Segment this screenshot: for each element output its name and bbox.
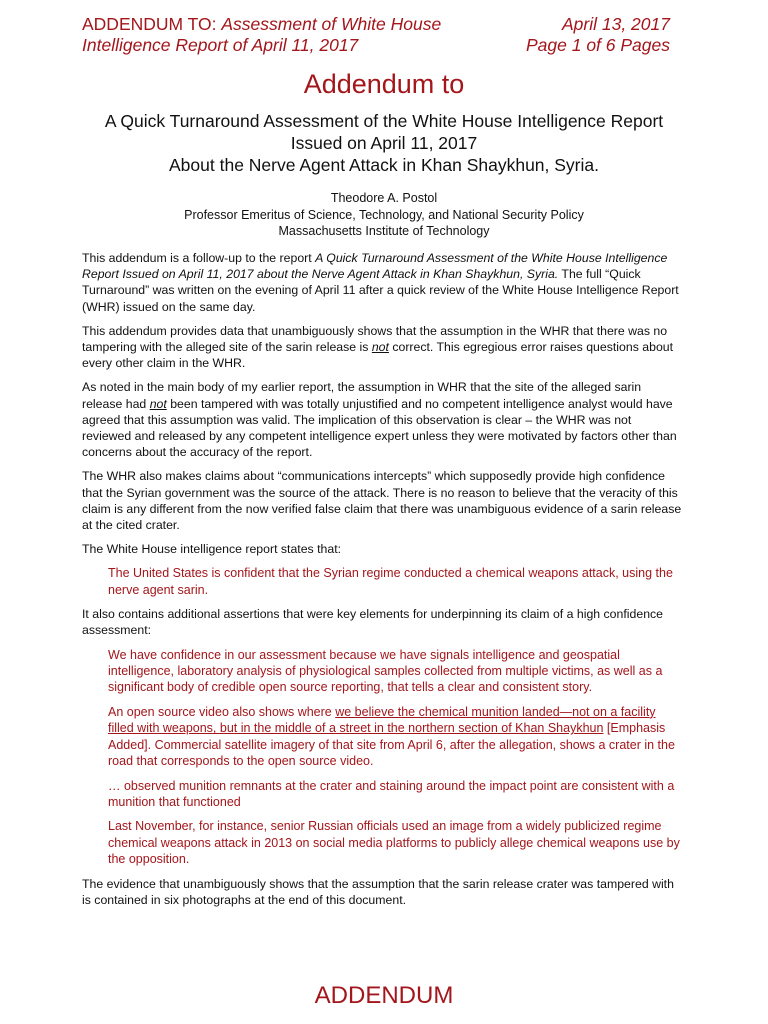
author-name: Theodore A. Postol [330,191,438,205]
quote-3-text: An open source video also shows where [108,704,336,719]
paragraph-2 [82,323,682,372]
quote-2: We have confidence in our assessment because we have signals intelligence and geospatial intelligence, laboratory analysis of physiological samples collected from multiple victims, as well as a significant body of credible open source reporting, that tells a clear and consistent story. [108,647,663,695]
document-body [82,250,682,916]
author-block [0,190,768,240]
quote-1: The United States is confident that the Syrian regime conducted a chemical weapons attack, using the nerve agent sarin. [108,566,673,597]
paragraph-6: It also contains additional assertions that were key elements for underpinning its claim of a high confidence assessment: [82,607,664,638]
page-title: Addendum to [303,69,465,99]
paragraph-4: The WHR also makes claims about “communications intercepts” which supposedly provide high confidence that the Syrian government was the source of the attack. There is no reason to believe that the veracity of this claim is any different from the now verified false claim that there was unambiguous evidence of a sarin release at the cited crater. [82,469,682,533]
header-right [526,14,670,56]
author-title: Professor Emeritus of Science, Technology, and National Security Policy [184,207,584,222]
footer-title: ADDENDUM [314,982,454,1009]
subtitle-line1: A Quick Turnaround Assessment of the White House Intelligence Report [104,111,664,131]
header-title-line1: Assessment of White House [221,14,442,34]
paragraph-3-text-end: been tampered with was totally unjustified and no competent intelligence analyst would have agreed that this assumption was valid. The implication of this observation is clear – the WHR was not reviewed and released by any competent intelligence expert unless they were motivated by factors other than concerns about the accuracy of the report. [82,396,677,460]
quote-3 [108,704,682,770]
report-subtitle [0,110,768,176]
paragraph-5: The White House intelligence report states that: [82,542,342,557]
paragraph-1 [82,250,682,315]
subtitle-line2: Issued on April 11, 2017 [290,133,478,153]
paragraph-2-text-end: correct. This egregious error raises questions about every other claim in the WHR. [82,340,674,371]
paragraph-2-emphasis: not [371,340,389,355]
paragraph-1-text: This addendum is a follow-up to the report [82,251,316,265]
quote-5: Last November, for instance, senior Russian officials used an image from a widely publicized regime chemical weapons attack in 2013 on social media platforms to publicly allege chemical weapons use by the opposition. [108,819,680,867]
header-page-info: Page 1 of 6 Pages [526,35,670,55]
paragraph-3-text: As noted in the main body of my earlier report, the assumption in WHR that the site of the alleged sarin release had [82,380,642,411]
header-prefix: ADDENDUM TO: [82,14,222,34]
subtitle-line3: About the Nerve Agent Attack in Khan Shaykhun, Syria. [169,155,599,175]
quote-3-emphasis: we believe the chemical munition landed—not on a facility filled with weapons, but in the middle of a street in the northern section of Khan Shaykhun [108,704,656,736]
paragraph-3-emphasis: not [149,396,167,411]
paragraph-3 [82,379,682,460]
quote-4: … observed munition remnants at the crater and staining around the impact point are consistent with a munition that functioned [108,778,675,809]
paragraph-1-text-end: The full “Quick Turnaround” was written on the evening of April 11 after a quick review of the White House Intelligence Report (WHR) issued on the same day. [82,267,679,314]
paragraph-7: The evidence that unambiguously shows that the assumption that the sarin release crater was tampered with is contained in six photographs at the end of this document. [82,876,674,907]
quote-3-text-end: [Emphasis Added]. Commercial satellite imagery of that site from April 6, after the allegation, shows a crater in the road that corresponds to the open source video. [108,721,675,769]
paragraph-1-report-title: A Quick Turnaround Assessment of the White House Intelligence Report Issued on April 11, 2017 about the Nerve Agent Attack in Khan Shaykhun, Syria. [82,251,668,282]
header-date: April 13, 2017 [562,14,670,34]
header-title-line2: Intelligence Report of April 11, 2017 [82,35,359,55]
paragraph-2-text: This addendum provides data that unambiguously shows that the assumption in the WHR that there was no tampering with the alleged site of the sarin release is [82,323,668,355]
author-affiliation: Massachusetts Institute of Technology [278,224,490,238]
header-left [82,14,441,56]
